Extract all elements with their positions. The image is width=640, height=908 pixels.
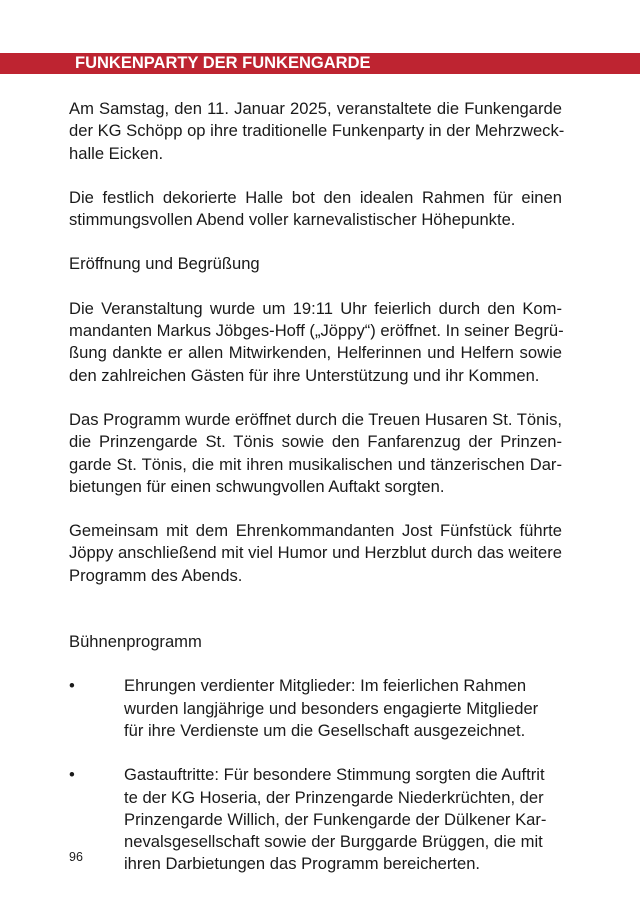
bullet-icon: • <box>69 765 75 785</box>
text-line: ihren Darbietungen das Programm bereicherten. <box>124 854 481 874</box>
text-line: bietungen für einen schwungvollen Auftakt sorgten. <box>69 476 445 496</box>
list-item-honors <box>69 675 562 742</box>
paragraph-host <box>69 520 562 587</box>
text-line: Prinzengarde Willich, der Funkengarde der Dülkener Kar- <box>124 809 547 829</box>
text-line: die Prinzengarde St. Tönis sowie den Fanfarenzug der Prinzen- <box>69 432 562 452</box>
text-line: Am Samstag, den 11. Januar 2025, veranstaltete die Funkengarde <box>69 99 562 118</box>
text-line: stimmungsvollen Abend voller karnevalistischer Höhepunkte. <box>69 210 516 230</box>
section-title-bar <box>0 53 640 74</box>
subheading-opening <box>69 253 562 275</box>
paragraph-welcome <box>69 298 562 387</box>
text-line: Ehrungen verdienter Mitglieder: Im feierlichen Rahmen <box>124 676 527 696</box>
text-line: Jöppy anschließend mit viel Humor und Herzblut durch das weitere <box>69 543 562 563</box>
text-line: Die Veranstaltung wurde um 19:11 Uhr feierlich durch den Kom- <box>69 298 562 318</box>
text-line: Die festlich dekorierte Halle bot den idealen Rahmen für einen <box>69 187 562 207</box>
paragraph-intro <box>69 98 565 165</box>
article-body <box>69 98 565 876</box>
text-line: mandanten Markus Jöbges-Hoff („Jöppy“) eröffnet. In seiner Begrü- <box>69 321 564 341</box>
text-line: Gastauftritte: Für besondere Stimmung sorgten die Auftrit <box>124 765 545 785</box>
page-number: 96 <box>69 850 83 864</box>
list-item-guest-performances <box>69 764 562 875</box>
section-title: FUNKENPARTY DER FUNKENGARDE <box>75 54 371 72</box>
text-line: wurden langjährige und besonders engagierte Mitglieder <box>124 698 539 718</box>
subheading-text: Bühnenprogramm <box>69 632 202 652</box>
list-item-text <box>124 764 562 875</box>
text-line: halle Eicken. <box>69 143 164 163</box>
text-line: für ihre Verdienste um die Gesellschaft ausgezeichnet. <box>124 720 526 740</box>
paragraph-program-opening <box>69 409 562 498</box>
text-line: den zahlreichen Gästen für ihre Unterstützung und ihr Kommen. <box>69 365 540 385</box>
bullet-icon: • <box>69 676 75 696</box>
text-line: nevalsgesellschaft sowie der Burggarde Brüggen, die mit <box>124 832 543 852</box>
text-line: Programm des Abends. <box>69 565 243 585</box>
text-line: der KG Schöpp op ihre traditionelle Funkenparty in der Mehrzweck- <box>69 121 565 141</box>
list-item-text <box>124 675 562 742</box>
subheading-text: Eröffnung und Begrüßung <box>69 254 260 274</box>
text-line: ßung dankte er allen Mitwirkenden, Helferinnen und Helfern sowie <box>69 343 562 363</box>
subheading-stage-program <box>69 631 562 653</box>
text-line: Gemeinsam mit dem Ehrenkommandanten Jost Fünfstück führte <box>69 521 562 541</box>
text-line: te der KG Hoseria, der Prinzengarde Niederkrüchten, der <box>124 787 544 807</box>
paragraph-hall <box>69 187 562 232</box>
text-line: Das Programm wurde eröffnet durch die Treuen Husaren St. Tönis, <box>69 409 562 429</box>
text-line: garde St. Tönis, die mit ihren musikalischen und tänzerischen Dar- <box>69 454 562 474</box>
